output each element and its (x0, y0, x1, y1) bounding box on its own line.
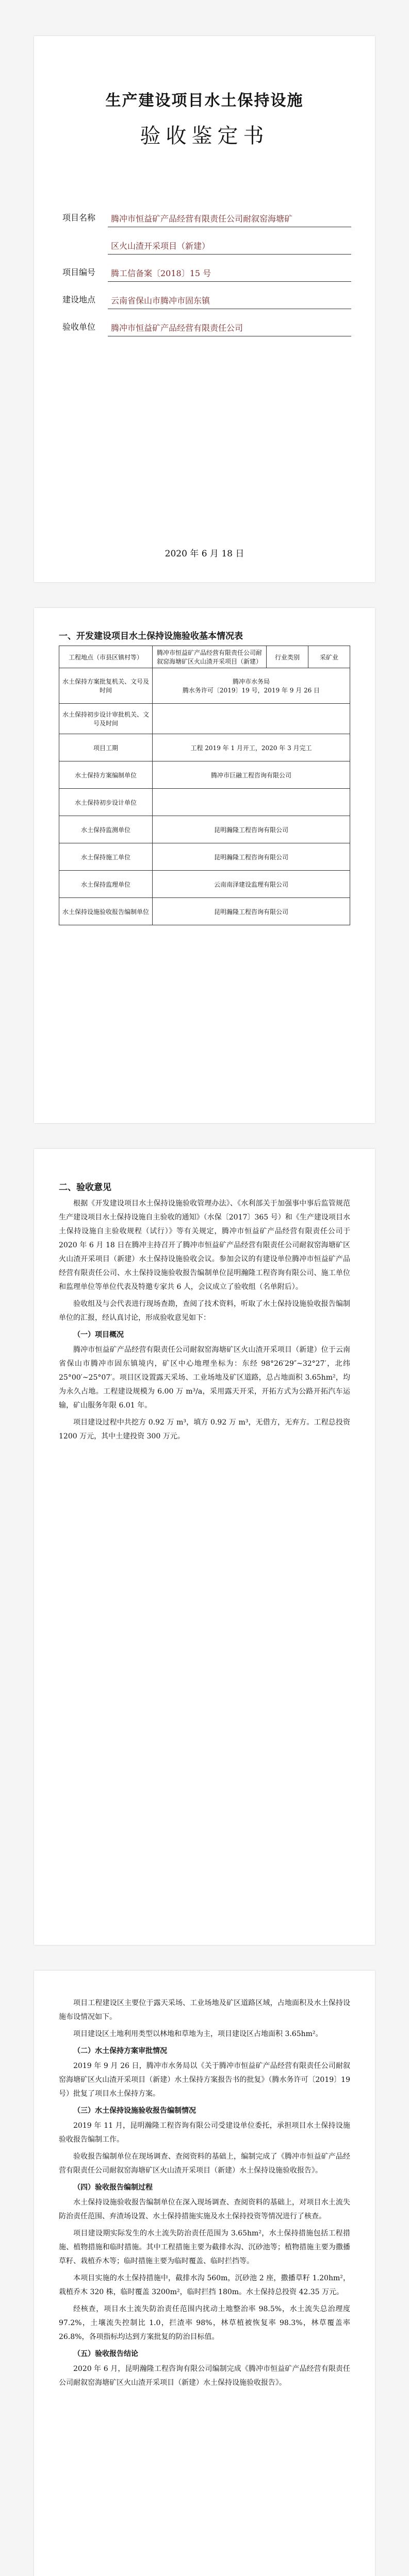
cover-field-project-name-cont (62, 239, 351, 255)
opinion-page-1 (34, 1149, 375, 1945)
table-cell-label: 水土保持初步设计审批机关、文号及时间 (59, 704, 153, 734)
cover-field-value: 云南省保山市腾冲市固东镇 (108, 293, 351, 309)
paragraph: 根据《开发建设项目水土保持设施验收管理办法》、《水利部关于加强事中事后监管规范生产建设项目水土保持设施自主验收的通知》（水保〔2017〕365 号）和《生产建设项目水土保持设施自主验收规程（试行）》等有关规定，腾冲市恒益矿产品经营有限责任公司于 2020 年 6 月 18 日在腾冲主持召开了腾冲市恒益矿产品经营有限责任公司耐叙窑海塘矿区火山渣开采项目（新建）水土保持设施验收会议。参加会议的有建设单位腾冲市恒益矿产品经营有限责任公司、水土保持设施验收报告编制单位昆明瀚隆工程咨询有限公司、施工单位和监理单位等单位代表及特邀专家共 6 人，会议成立了验收组（名单附后）。 (59, 1199, 350, 1291)
table-cell-label: 工程地点（市县区镇村等） (59, 646, 153, 668)
paragraph: 验收组及与会代表进行现场查勘，查阅了技术资料，听取了水土保持设施验收报告编制单位的汇报，经认真讨论，形成验收意见如下： (59, 1300, 350, 1322)
cover-date: 2020 年 6 月 18 日 (165, 549, 244, 559)
table-cell-label: 水土保持施工单位 (59, 843, 153, 871)
table-row (59, 898, 350, 925)
cover-field-label: 建设地点 (62, 295, 96, 304)
cover-field-label: 项目名称 (62, 213, 96, 223)
cover-field-project-name (62, 211, 351, 227)
section1-title: 一、开发建设项目水土保持设施验收基本情况表 (59, 631, 243, 641)
paragraph: 2019 年 11 月，昆明瀚隆工程咨询有限公司受建设单位委托，承担项目水土保持设施验收报告编制工作。 (59, 2122, 350, 2144)
table-cell-value: 昆明瀚隆工程咨询有限公司 (153, 816, 350, 843)
paragraph: 项目建设过程中共挖方 0.92 万 m³，填方 0.92 万 m³，无借方，无弃方。工程总投资 1200 万元，其中土建投资 300 万元。 (59, 1418, 350, 1440)
table-cell-label: 水土保持监理单位 (59, 871, 153, 898)
table-cell-label: 水土保持方案编制单位 (59, 761, 153, 789)
paragraph: 水土保持设施验收报告编制单位在深入现场调查、查阅资料的基础上，对项目水土流失防治责任范围、弃渣场设置、水土保持措施实施及水土保持投资等情况进行了核查。 (59, 2198, 350, 2221)
table-cell-label: 项目工期 (59, 734, 153, 761)
table-cell-value: 采矿业 (308, 646, 350, 668)
table-cell-label: 水土保持初步设计单位 (59, 789, 153, 816)
cover-field-label: 项目编号 (62, 267, 96, 277)
table-cell-value: 昆明瀚隆工程咨询有限公司 (153, 843, 350, 871)
cover-field-value: 腾冲市恒益矿产品经营有限责任公司耐叙窑海塘矿 (108, 211, 351, 227)
cover-field-acceptance-unit (62, 320, 351, 336)
table-row (59, 761, 350, 789)
table-cell-label: 水土保持监测单位 (59, 816, 153, 843)
cover-field-label: 验收单位 (62, 322, 96, 332)
subsection-title: （二）水土保持方案审批情况 (73, 2047, 167, 2055)
subsection-title: （三）水土保持设施验收报告编制情况 (73, 2107, 196, 2115)
table-cell-label: 水土保持设施验收报告编制单位 (59, 898, 153, 925)
table-row (59, 789, 350, 816)
table-cell-label: 行业类别 (267, 646, 308, 668)
table-row (59, 646, 350, 668)
table-cell-value: 腾冲市水务局 腾水务许可〔2019〕19 号，2019 年 9 月 26 日 (153, 668, 350, 704)
cover-field-value: 区火山渣开采项目（新建） (108, 239, 351, 255)
paragraph: 项目建设区土地利用类型以林地和草地为主，项目建设区占地面积 3.65hm²。 (73, 2030, 323, 2038)
cover-field-location (62, 293, 351, 309)
table-row (59, 871, 350, 898)
basic-info-page (34, 608, 375, 1123)
basic-info-table (59, 646, 350, 925)
table-cell-value (153, 789, 350, 816)
table-cell-value: 工程 2019 年 1 月开工，2020 年 3 月完工 (153, 734, 350, 761)
cover-title-line2: 验收鉴定书 (140, 124, 269, 148)
section2-title: 二、验收意见 (59, 1182, 111, 1193)
table-row (59, 734, 350, 761)
table-cell-value (153, 704, 350, 734)
cover-title-line1: 生产建设项目水土保持设施 (105, 92, 304, 110)
table-cell-value: 云南南泽建设监理有限公司 (153, 871, 350, 898)
paragraph: 经核查，项目水土流失防治责任范围内扰动土地整治率 98.5%，水土流失总治理度 97.2%，土壤流失控制比 1.0，拦渣率 98%，林草植被恢复率 98.3%，林草覆盖率 26.8%，各项指标均达到方案批复的防治目标值。 (59, 2305, 350, 2341)
subsection-title: （一）项目概况 (73, 1331, 124, 1339)
table-cell-value: 昆明瀚隆工程咨询有限公司 (153, 898, 350, 925)
table-cell-label: 水土保持方案批复机关、文号及时间 (59, 668, 153, 704)
table-row (59, 843, 350, 871)
subsection-title: （四）验收报告编制过程 (73, 2183, 153, 2192)
subsection-title: （五）验收报告结论 (73, 2350, 138, 2358)
cover-field-label (62, 239, 108, 255)
cover-fields (62, 211, 351, 348)
cover-field-value: 腾工信备案〔2018〕15 号 (108, 266, 351, 282)
table-cell-value: 腾冲市巨融工程咨询有限公司 (153, 761, 350, 789)
paragraph: 本项目实施的水土保持措施中，截排水沟 560m，沉砂池 2 座，撒播草籽 1.20hm²，栽植乔木 320 株，临时覆盖 3200m²，临时拦挡 180m。水土保持总投资 42.35 万元。 (59, 2274, 350, 2296)
table-row (59, 816, 350, 843)
opinion-page-2 (34, 1971, 375, 2576)
paragraph: 腾冲市恒益矿产品经营有限责任公司耐叙窑海塘矿区火山渣开采项目（新建）位于云南省保山市腾冲市固东镇境内，矿区中心地理坐标为：东经 98°26′29″~32°27′，北纬 25°00′~25°07′。项目区设置露天采场、工业场地及矿区道路，总占地面积 3.65hm²，均为永久占地。工程建设规模为 6.00 万 m³/a，采用露天开采，开拓方式为公路开拓汽车运输，矿山服务年限 6.01 年。 (59, 1346, 350, 1410)
table-row (59, 668, 350, 704)
cover-field-value: 腾冲市恒益矿产品经营有限责任公司 (108, 320, 351, 336)
table-cell-value: 腾冲市恒益矿产品经营有限责任公司耐叙窑海塘矿区火山渣开采项目（新建） (153, 646, 267, 668)
cover-field-project-code (62, 266, 351, 282)
table-row (59, 704, 350, 734)
paragraph: 2019 年 9 月 26 日，腾冲市水务局以《关于腾冲市恒益矿产品经营有限责任公司耐叙窑海塘矿区火山渣开采项目（新建）水土保持方案报告书的批复》（腾水务许可〔2019〕19 号）批复了项目水土保持方案。 (59, 2062, 350, 2098)
paragraph: 项目工程建设区主要位于露天采场、工业场地及矿区道路区域，占地面积及水土保持设施布设情况如下。 (59, 1999, 350, 2021)
paragraph: 验收报告编制单位在现场调查、查阅资料的基础上，编制完成了《腾冲市恒益矿产品经营有限责任公司耐叙窑海塘矿区火山渣开采项目（新建）水土保持设施验收报告》。 (59, 2153, 350, 2175)
paragraph: 2020 年 6 月，昆明瀚隆工程咨询有限公司编制完成《腾冲市恒益矿产品经营有限责任公司耐叙窑海塘矿区火山渣开采项目（新建）水土保持设施验收报告》。 (59, 2365, 350, 2387)
cover-page (34, 36, 375, 582)
paragraph: 项目建设期实际发生的水土流失防治责任范围为 3.65hm²，水土保持措施包括工程措施、植物措施和临时措施。其中工程措施主要为截排水沟、沉砂池等；植物措施主要为撒播草籽、栽植乔木等；临时措施主要为临时覆盖、临时拦挡等。 (59, 2229, 350, 2265)
